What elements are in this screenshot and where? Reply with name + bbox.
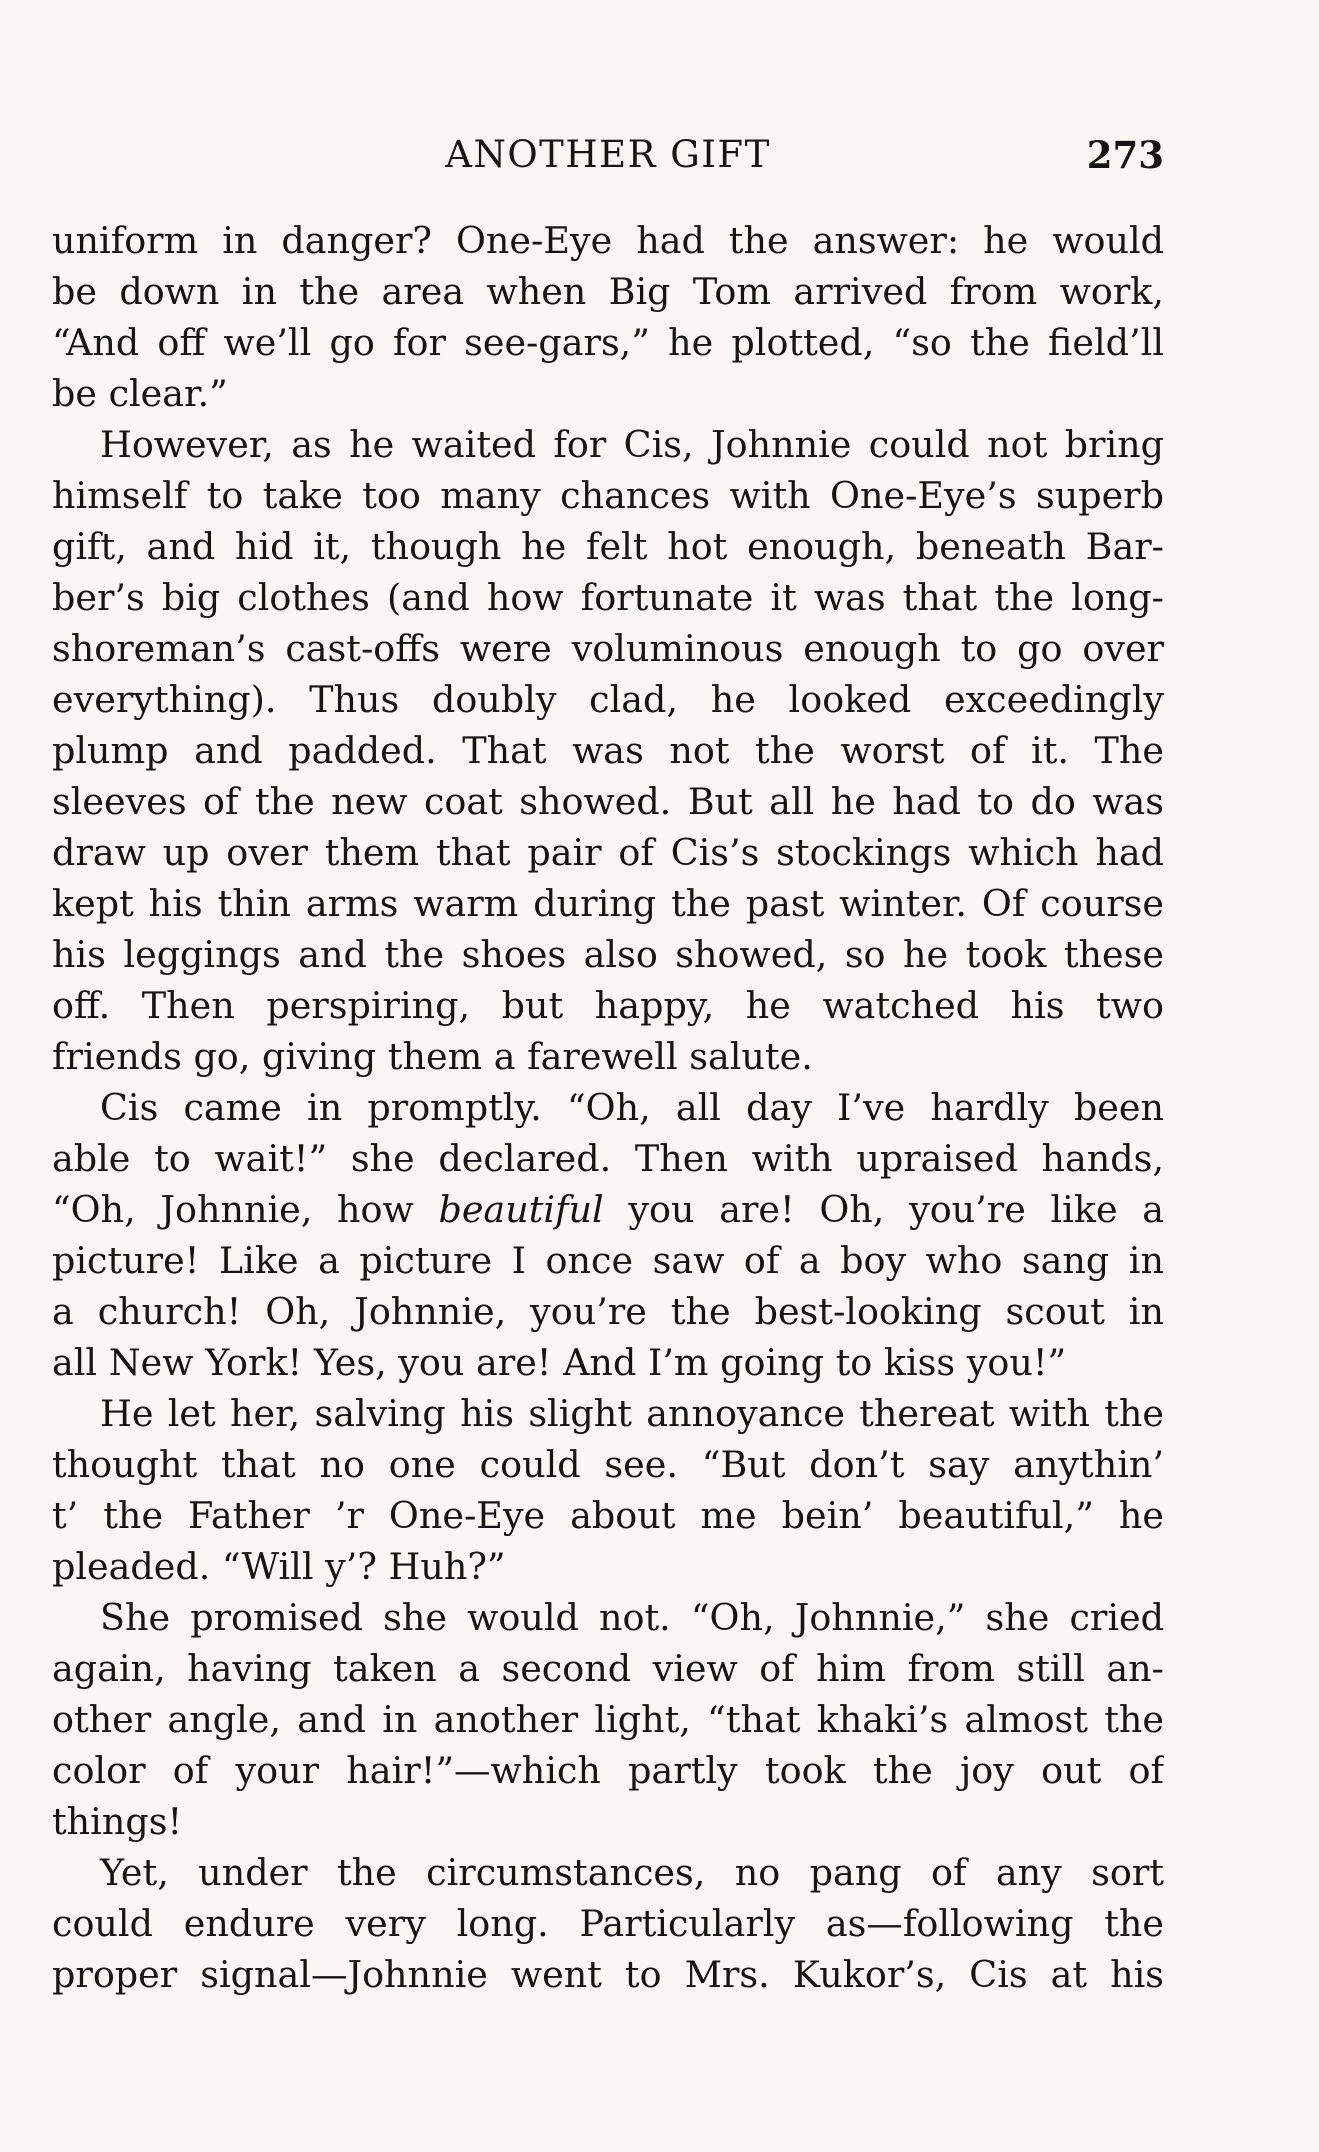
text-line: color of your hair!”—which partly took the joy out of xyxy=(52,1749,1164,1792)
text-line: “Oh, Johnnie, how beautiful you are! Oh, you’re like a xyxy=(52,1188,1164,1231)
text-line: able to wait!” she declared. Then with upraised hands, xyxy=(52,1137,1164,1180)
text-line: be down in the area when Big Tom arrived from work, xyxy=(52,270,1164,313)
text-line: uniform in danger? One-Eye had the answer: he would xyxy=(52,219,1164,262)
text-line: himself to take too many chances with One-Eye’s superb xyxy=(52,474,1164,517)
text-line: Cis came in promptly. “Oh, all day I’ve hardly been xyxy=(100,1086,1164,1129)
page-number: 273 xyxy=(1086,133,1164,177)
text-line: things! xyxy=(52,1800,183,1843)
text-line: picture! Like a picture I once saw of a boy who sang in xyxy=(52,1239,1164,1282)
body-text xyxy=(52,215,1164,2000)
text-line: a church! Oh, Johnnie, you’re the best-looking scout in xyxy=(52,1290,1164,1333)
text-line: t’ the Father ’r One-Eye about me bein’ beautiful,” he xyxy=(52,1494,1164,1537)
text-line: thought that no one could see. “But don’t say anythin’ xyxy=(52,1443,1164,1486)
text-line: be clear.” xyxy=(52,372,228,415)
page-header xyxy=(52,130,1164,180)
text-line: shoreman’s cast-offs were voluminous enough to go over xyxy=(52,627,1164,670)
text-line: could endure very long. Particularly as—following the xyxy=(52,1902,1164,1945)
text-line: kept his thin arms warm during the past winter. Of course xyxy=(52,882,1164,925)
text-line: other angle, and in another light, “that khaki’s almost the xyxy=(52,1698,1164,1741)
text-line: He let her, salving his slight annoyance thereat with the xyxy=(100,1392,1164,1435)
emphasis: beautiful xyxy=(438,1188,604,1231)
text-line: all New York! Yes, you are! And I’m going to kiss you!” xyxy=(52,1341,1067,1384)
text-line: She promised she would not. “Oh, Johnnie,” she cried xyxy=(100,1596,1164,1639)
text-line: friends go, giving them a farewell salute. xyxy=(52,1035,813,1078)
text-line: However, as he waited for Cis, Johnnie could not bring xyxy=(100,423,1164,466)
text-line: gift, and hid it, though he felt hot enough, beneath Bar- xyxy=(52,525,1164,568)
running-title: ANOTHER GIFT xyxy=(445,133,771,176)
text-line: draw up over them that pair of Cis’s stockings which had xyxy=(52,831,1164,874)
text-line: plump and padded. That was not the worst of it. The xyxy=(52,729,1164,772)
text-line: everything). Thus doubly clad, he looked exceedingly xyxy=(52,678,1164,721)
text-line: sleeves of the new coat showed. But all he had to do was xyxy=(52,780,1164,823)
text-line: his leggings and the shoes also showed, so he took these xyxy=(52,933,1164,976)
text-line: ber’s big clothes (and how fortunate it was that the long- xyxy=(52,576,1164,619)
text-line: proper signal—Johnnie went to Mrs. Kukor’s, Cis at his xyxy=(52,1953,1164,1996)
text-line: Yet, under the circumstances, no pang of any sort xyxy=(100,1851,1164,1894)
text-line: off. Then perspiring, but happy, he watched his two xyxy=(52,984,1164,1027)
text-line: again, having taken a second view of him from still an- xyxy=(52,1647,1164,1690)
text-line: pleaded. “Will y’? Huh?” xyxy=(52,1545,506,1588)
text-line: “And off we’ll go for see-gars,” he plotted, “so the field’ll xyxy=(52,321,1164,364)
